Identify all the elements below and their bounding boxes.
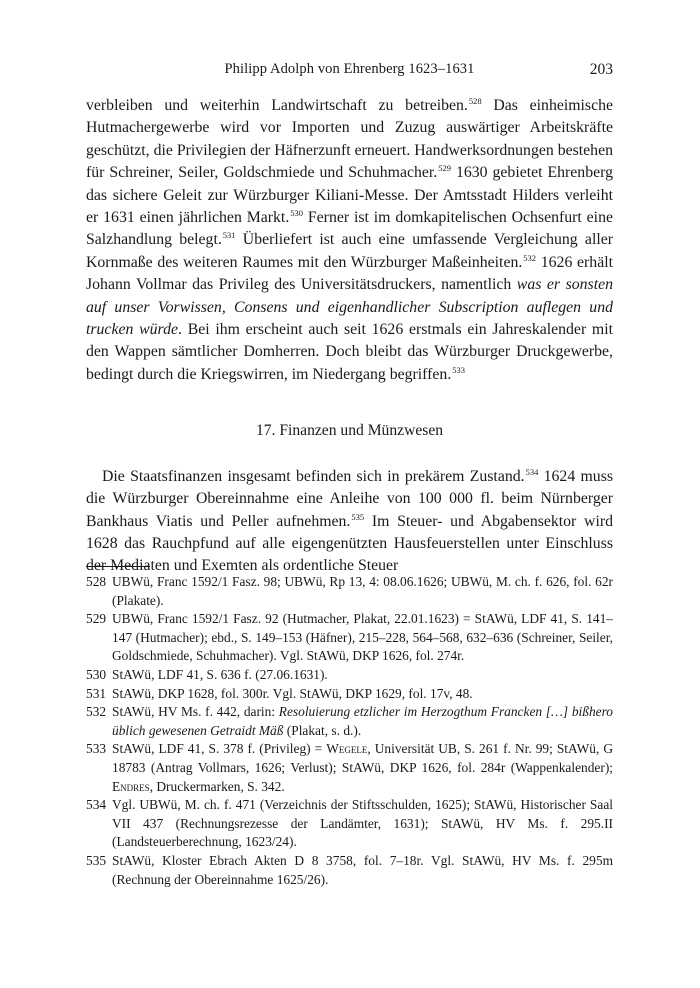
footnote-text <box>112 740 613 796</box>
footnote-ref[interactable]: 528 <box>468 96 482 106</box>
footnote-text: UBWü, Franc 1592/1 Fasz. 92 (Hutmacher, Plakat, 22.01.1623) = StAWü, LDF 41, S. 141–147 (Hutmacher); ebd., S. 149–153 (Häfner), 215–228, 564–568, 632–636 (Schreiner, Seiler, Goldschmiede, Schuhmacher). Vgl. StAWü, DKP 1626, fol. 274r. <box>112 611 613 664</box>
footnote-ref[interactable]: 529 <box>438 163 451 174</box>
footnote-number: 531 <box>86 685 107 701</box>
paragraph-finance <box>86 466 613 578</box>
running-head <box>86 61 613 83</box>
text-run: . Bei ihm erscheint auch seit 1626 erstmals ein Jahreskalender mit den Wappen sämtlicher Domherren. Doch bleibt das Würzburger Druckgewerbe, bedingt durch die Kriegswirren, im Niedergang begriffen. <box>86 321 613 383</box>
footnote-text: StAWü, LDF 41, S. 636 f. (27.06.1631). <box>112 666 328 682</box>
text-run: Im Steuer- und Abgabensektor wird 1628 das Rauchpfund auf alle eigengenützten Hausfeuerstellen unter Einschluss der Mediaten und Exemten als ordentliche Steuer <box>86 512 613 575</box>
italic-quote: was er sonsten auf unser Vorwissen, Consens und eigenhandlicher Subscription auflegen und trucken würde <box>86 276 613 339</box>
text-run: (Plakat, s. d.). <box>283 722 362 738</box>
footnote-ref[interactable]: 533 <box>452 364 466 375</box>
text-run: Überliefert ist auch eine umfassende Vergleichung aller Kornmaße des weiteren Raumes mit den Würzburger Maßeinheiten. <box>86 231 613 271</box>
footnote <box>86 740 613 796</box>
text-run: Das einheimische Hutmachergewerbe wird vor Importen und Zuzug auswärtiger Arbeitskräfte geschützt, die Privilegien der Häfnerzunft erneuert. Handwerksordnungen bestehen für Schreiner, Seiler, Goldschmiede und Schuhmacher. <box>86 97 613 182</box>
footnote-number: 532 <box>86 704 107 720</box>
footnote <box>86 703 613 740</box>
text-run: 1626 erhält Johann Vollmar das Privileg des Universitätsdruckers, namentlich <box>86 253 613 294</box>
italic-title: Resoluierung etzlicher im Herzogthum Francken […] bißhero üblich gewesenen Getraidt Mäß <box>112 704 614 738</box>
footnote-ref[interactable]: 531 <box>222 230 236 241</box>
author-name: Endres <box>112 778 150 794</box>
footnote-number: 528 <box>86 574 107 589</box>
page-number: 203 <box>589 61 613 78</box>
footnote-number: 534 <box>86 797 107 813</box>
footnotes <box>86 573 613 889</box>
footnote <box>86 796 613 852</box>
section-heading: 17. Finanzen und Münzwesen <box>255 422 444 440</box>
footnote-number: 533 <box>86 741 107 757</box>
footnote-ref[interactable]: 532 <box>523 252 537 263</box>
footnote-ref[interactable]: 534 <box>525 466 539 477</box>
main-text <box>86 95 613 578</box>
text-run: 1624 muss die Würzburger Obereinnahme eine Anleihe von 100 000 fl. beim Nürnberger Bankhaus Viatis und Peller aufnehmen. <box>86 467 613 530</box>
footnote <box>86 685 613 704</box>
footnote-ref[interactable]: 530 <box>290 208 304 219</box>
paragraph-trade <box>86 95 613 386</box>
text-run: StAWü, LDF 41, S. 378 f. (Privileg) = <box>112 741 327 757</box>
footnote-text: StAWü, Kloster Ebrach Akten D 8 3758, fol. 7–18r. Vgl. StAWü, HV Ms. f. 295m (Rechnung der Obereinnahme 1625/26). <box>112 852 613 887</box>
footnote <box>86 666 613 685</box>
text-run: , Universität UB, S. 261 f. Nr. 99; StAWü, G 18783 (Antrag Vollmars, 1626; Verlust); StAWü, DKP 1626, fol. 284r (Wappenkalender); <box>112 741 613 775</box>
footnote-text: UBWü, Franc 1592/1 Fasz. 98; UBWü, Rp 13, 4: 08.06.1626; UBWü, M. ch. f. 626, fol. 62r (Plakate). <box>112 574 613 608</box>
footnote <box>86 610 613 666</box>
footnote-number: 535 <box>86 852 107 868</box>
text-run: 1630 gebietet Ehrenberg das sichere Geleit zur Würzburger Kiliani-Messe. Der Amtsstadt Hilders verleiht er 1631 einen jährlichen Markt. <box>86 164 613 227</box>
footnote <box>86 852 613 889</box>
footnote-text: StAWü, DKP 1628, fol. 300r. Vgl. StAWü, DKP 1629, fol. 17v, 48. <box>112 685 473 701</box>
footnote-number: 530 <box>86 666 107 682</box>
footnote-ref[interactable]: 535 <box>351 511 365 522</box>
author-name: Wegele <box>326 741 368 757</box>
footnote-text <box>112 703 613 740</box>
text-run: Ferner ist im domkapitelischen Ochsenfurt eine Salzhandlung belegt. <box>86 209 613 249</box>
running-title: Philipp Adolph von Ehrenberg 1623–1631 <box>224 61 475 77</box>
footnote <box>86 573 613 610</box>
footnote-rule <box>86 566 150 567</box>
footnote-number: 529 <box>86 611 107 627</box>
text-run: Die Staatsfinanzen insgesamt befinden sich in prekärem Zustand. <box>102 467 525 485</box>
footnote-text: Vgl. UBWü, M. ch. f. 471 (Verzeichnis der Stiftsschulden, 1625); StAWü, Historischer Saal VII 437 (Rechnungsrezesse der Landämter, 1631); StAWü, HV Ms. f. 295.II (Landsteuerberechnung, 1623/24). <box>112 797 613 850</box>
text-run: StAWü, HV Ms. f. 442, darin: <box>112 704 279 720</box>
text-run: , Druckermarken, S. 342. <box>149 778 285 794</box>
text-run: verbleiben und weiterhin Landwirtschaft zu betreiben. <box>86 97 468 114</box>
